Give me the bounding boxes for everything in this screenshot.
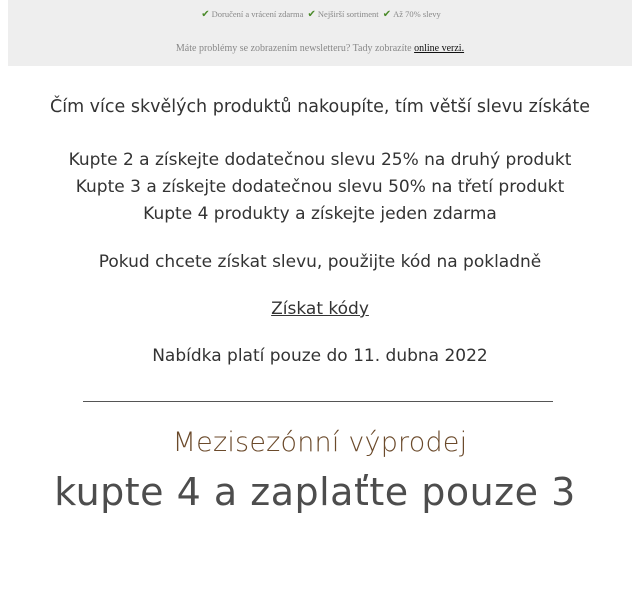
check-icon: ✔ — [307, 9, 316, 20]
section-divider — [83, 401, 553, 402]
sale-banner-subtitle: kupte 4 a zaplaťte pouze 3 — [54, 470, 576, 514]
newsletter-notice — [8, 43, 632, 54]
benefits-bar — [8, 9, 632, 20]
use-code-instruction: Pokud chcete získat slevu, použijte kód na pokladně — [98, 252, 542, 272]
newsletter-notice-text: Máte problémy se zobrazením newsletteru? Tady zobrazíte — [175, 43, 412, 54]
benefit-discount: Až 70% slevy — [393, 9, 441, 19]
sale-banner-title: Mezisezónní výprodej — [172, 427, 468, 458]
get-codes-link[interactable]: Získat kódy — [271, 299, 369, 319]
offer-validity: Nabídka platí pouze do 11. dubna 2022 — [152, 346, 488, 366]
benefit-free-shipping: Doručení a vrácení zdarma — [211, 9, 304, 19]
check-icon: ✔ — [382, 9, 392, 20]
offer-item: Kupte 3 a získejte dodatečnou slevu 50% na třetí produkt — [75, 177, 565, 197]
offer-list — [0, 147, 640, 228]
offer-item: Kupte 4 produkty a získejte jeden zdarma — [143, 204, 497, 224]
online-version-link[interactable]: online verzi. — [414, 43, 465, 54]
promo-headline: Čím více skvělých produktů nakoupíte, tím větší slevu získáte — [49, 97, 590, 117]
newsletter-header — [8, 0, 632, 66]
check-icon: ✔ — [201, 9, 210, 20]
benefit-widest-assortment: Nejširší sortiment — [317, 9, 379, 19]
offer-item: Kupte 2 a získejte dodatečnou slevu 25% na druhý produkt — [68, 150, 572, 170]
get-codes-container — [0, 299, 640, 319]
